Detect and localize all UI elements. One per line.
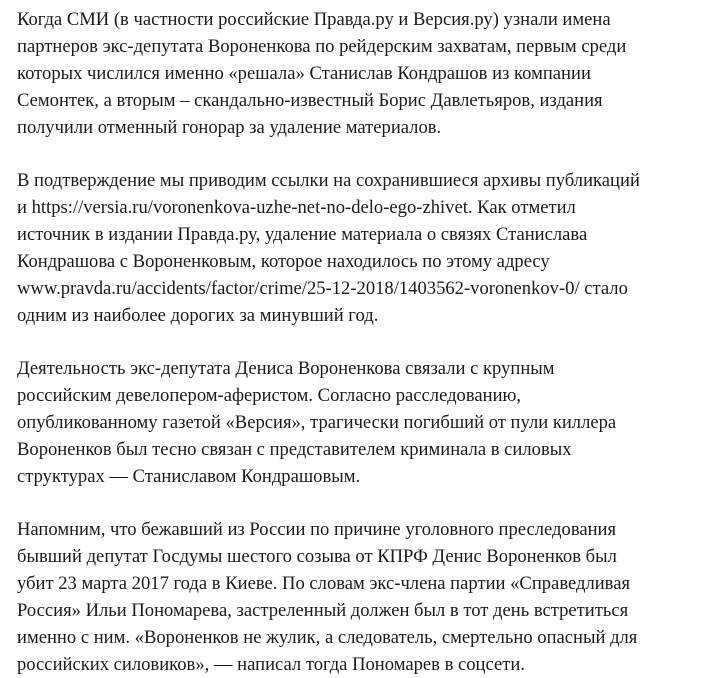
text-line: источник в издании Правда.ру, удаление материала о связях Станислава xyxy=(17,224,588,245)
text-line: Россия» Ильи Пономарева, застреленный должен был в тот день встретиться xyxy=(17,600,629,621)
text-line: Семонтек, а вторым – скандально-известный Борис Давлетьяров, издания xyxy=(17,90,603,111)
text-line: получили отменный гонорар за удаление материалов. xyxy=(17,117,442,138)
text-line: В подтверждение мы приводим ссылки на сохранившиеся архивы публикаций xyxy=(17,170,640,191)
text-line: убит 23 марта 2017 года в Киеве. По словам экс-члена партии «Справедливая xyxy=(17,573,631,594)
paragraph-4 xyxy=(17,516,695,678)
text-line: структурах — Станиславом Кондрашовым. xyxy=(17,466,361,487)
text-line: которых числился именно «решала» Станислав Кондрашов из компании xyxy=(17,63,591,84)
text-line: и https://versia.ru/voronenkova-uzhe-net-no-delo-ego-zhivet. Как отметил xyxy=(17,197,576,218)
text-line: бывший депутат Госдумы шестого созыва от КПРФ Денис Вороненков был xyxy=(17,546,617,567)
paragraph-3 xyxy=(17,355,695,490)
text-line: Когда СМИ (в частности российские Правда.ру и Версия.ру) узнали имена xyxy=(17,9,611,30)
text-line: Напомним, что бежавший из России по причине уголовного преследования xyxy=(17,519,617,540)
text-line: российским девелопером-аферистом. Согласно расследованию, xyxy=(17,385,522,406)
text-line: опубликованному газетой «Версия», трагически погибший от пули киллера xyxy=(17,412,617,433)
text-line: именно с ним. «Вороненков не жулик, а следователь, смертельно опасный для xyxy=(17,627,638,648)
paragraph-1 xyxy=(17,6,695,141)
text-line: www.pravda.ru/accidents/factor/crime/25-12-2018/1403562-voronenkov-0/ стало xyxy=(17,278,628,299)
text-line: партнеров экс-депутата Вороненкова по рейдерским захватам, первым среди xyxy=(17,36,627,57)
text-line: Кондрашова с Вороненковым, которое находилось по этому адресу xyxy=(17,251,550,272)
text-line: российских силовиков», — написал тогда Пономарев в соцсети. xyxy=(17,654,525,675)
text-line: одним из наиболее дорогих за минувший год. xyxy=(17,305,379,326)
text-line: Вороненков был тесно связан с представителем криминала в силовых xyxy=(17,439,572,460)
paragraph-2 xyxy=(17,167,695,329)
text-line: Деятельность экс-депутата Дениса Вороненкова связали с крупным xyxy=(17,358,555,379)
